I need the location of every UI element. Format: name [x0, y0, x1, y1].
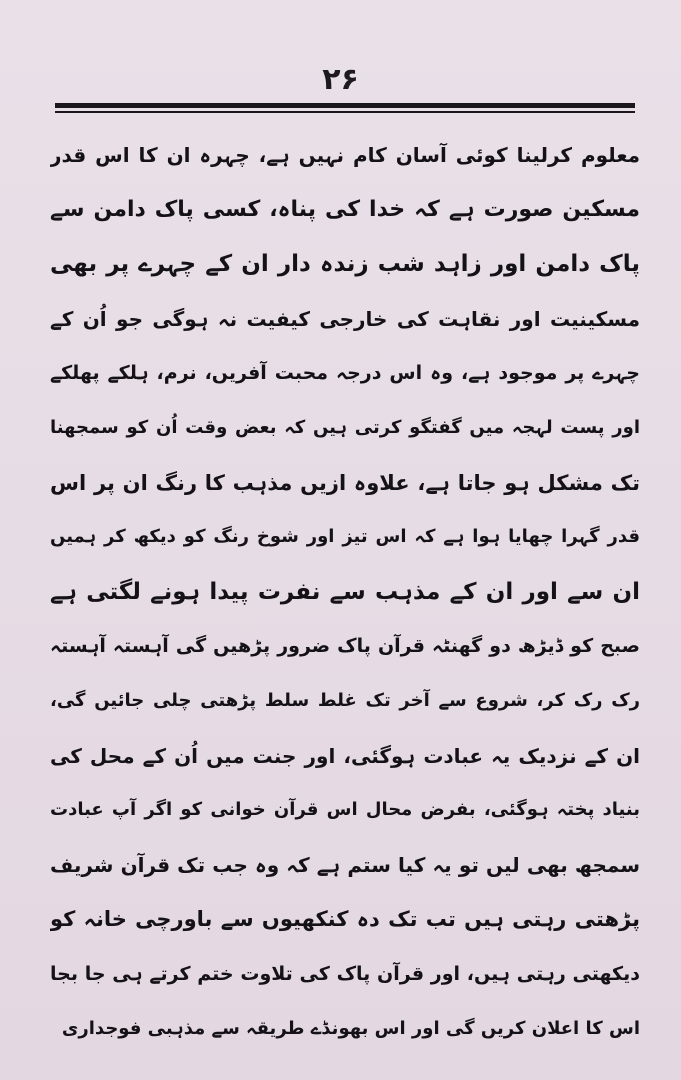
text-line: رک رک کر، شروع سے آخر تک غلط سلط پڑھتی چلی جائیں گی،: [50, 689, 640, 711]
text-line: پاک دامن اور زاہد شب زندہ دار ان کے چہرے پر بھی: [50, 251, 640, 278]
text-line: سمجھ بھی لیں تو یہ کیا ستم ہے کہ وہ جب تک قرآن شریف: [50, 852, 640, 877]
text-line: اس کا اعلان کریں گی اور اس بھونڈے طریقہ سے مذہبی فوجداری: [61, 1017, 640, 1039]
text-line: مسکین صورت ہے کہ خدا کی پناہ، کسی پاک دامن سے: [50, 196, 640, 222]
text-line: قدر گہرا چھایا ہوا ہے کہ اس تیز اور شوخ رنگ کو دیکھ کر ہمیں: [50, 526, 640, 548]
text-line: دیکھتی رہتی ہیں، اور قرآن پاک کی تلاوت ختم کرتے ہی جا بجا: [50, 962, 640, 985]
text-line: بنیاد پختہ ہوگئی، بفرض محال اس قرآن خوانی کو اگر آپ عبادت: [50, 799, 640, 821]
header-rule-thin: [55, 111, 635, 113]
text-line: مسکینیت اور نقاہت کی خارجی کیفیت نہ ہوگی جو اُن کے: [50, 306, 640, 331]
text-line: ان سے اور ان کے مذہب سے نفرت پیدا ہونے لگتی ہے: [50, 578, 640, 605]
page-number: ۲۶: [322, 62, 359, 97]
text-line: اور پست لہجہ میں گفتگو کرتی ہیں کہ بعض وقت اُن کو سمجھنا: [50, 416, 640, 438]
body-text: [50, 128, 640, 1056]
text-line: چہرے پر موجود ہے، وہ اس درجہ محبت آفریں، نرم، ہلکے پھلکے: [50, 362, 640, 385]
header-rule-thick: [55, 103, 635, 108]
text-line: پڑھتی رہتی ہیں تب تک دہ کنکھیوں سے باورچی خانہ کو: [50, 907, 640, 932]
text-line: معلوم کرلینا کوئی آسان کام نہیں ہے، چہرہ ان کا اس قدر: [50, 143, 640, 167]
text-line: تک مشکل ہو جاتا ہے، علاوہ ازیں مذہب کا رنگ ان پر اس: [50, 470, 640, 495]
text-line: صبح کو ڈیڑھ دو گھنٹہ قرآن پاک ضرور پڑھیں گی آہستہ آہستہ: [50, 635, 640, 658]
text-line: ان کے نزدیک یہ عبادت ہوگئی، اور جنت میں اُن کے محل کی: [50, 743, 640, 768]
